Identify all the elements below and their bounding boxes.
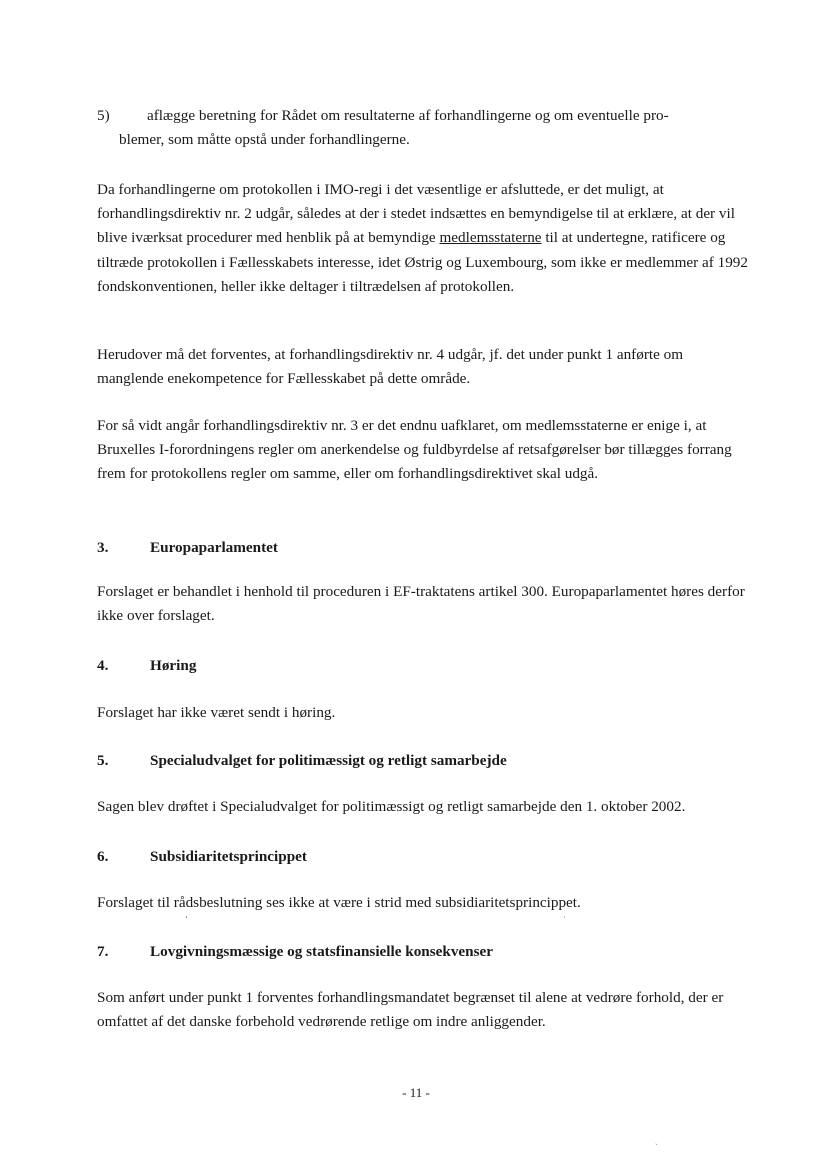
list-item-number: 5) <box>97 107 110 124</box>
section-heading-5 <box>97 749 749 773</box>
section-title: Subsidiaritetsprincippet <box>150 848 307 865</box>
section-heading-7 <box>97 940 749 964</box>
scan-speck: ˏ <box>655 1136 658 1145</box>
section-heading-4 <box>97 654 749 678</box>
list-item-5 <box>97 104 749 152</box>
paragraph-negotiations <box>97 178 749 299</box>
paragraph-negotiations-before: Da forhandlingerne om protokollen i IMO-regi i det væsentlige er afsluttede, er det muligt, at forhandlingsdirektiv nr. 2 udgår, således at der i stedet indsættes en bemyndigelse til at erklære, at der vil blive iværksat procedurer med henblik på at bemyndige <box>97 181 735 247</box>
section-title: Lovgivningsmæssige og statsfinansielle konsekvenser <box>150 943 494 960</box>
section-heading-3 <box>97 536 749 560</box>
list-item-line-1: aflægge beretning for Rådet om resultaterne af forhandlingerne og om eventuelle pro- <box>147 107 669 124</box>
section-number: 6. <box>97 848 109 865</box>
scan-speck: · <box>563 913 566 922</box>
list-item-line-2: blemer, som måtte opstå under forhandlingerne. <box>119 131 410 149</box>
section-text-5: Sagen blev drøftet i Specialudvalget for politimæssigt og retligt samarbejde den 1. oktober 2002. <box>97 798 686 815</box>
section-number: 3. <box>97 539 109 556</box>
section-heading-6 <box>97 845 749 869</box>
section-text-4: Forslaget har ikke været sendt i høring. <box>97 704 336 721</box>
paragraph-directive-4: Herudover må det forventes, at forhandlingsdirektiv nr. 4 udgår, jf. det under punkt 1 anførte om manglende enekompetence for Fællesskabet på dette område. <box>97 346 684 388</box>
section-number: 7. <box>97 943 109 960</box>
page-number: - 11 - <box>402 1085 430 1100</box>
section-title: Specialudvalget for politimæssigt og retligt samarbejde <box>150 752 507 769</box>
section-text-7: Som anført under punkt 1 forventes forhandlingsmandatet begrænset til alene at vedrøre forhold, der er omfattet af det danske forbehold vedrørende retlige om indre anliggender. <box>97 989 724 1031</box>
scan-speck: ، <box>185 911 188 920</box>
section-text-3: Forslaget er behandlet i henhold til proceduren i EF-traktatens artikel 300. Europaparlamentet høres derfor ikke over forslaget. <box>97 583 745 625</box>
section-number: 4. <box>97 657 109 674</box>
section-number: 5. <box>97 752 109 769</box>
section-title: Europaparlamentet <box>150 539 278 556</box>
paragraph-directive-3: For så vidt angår forhandlingsdirektiv nr. 3 er det endnu uafklaret, om medlemsstaterne er enige i, at Bruxelles I-forordningens regler om anerkendelse og fuldbyrdelse af retsafgørelser bør tillægges forrang frem for protokollens regler om samme, eller om forhandlingsdirektivet skal udgå. <box>97 417 732 483</box>
underlined-term: medlemsstaterne <box>439 229 542 247</box>
section-text-6: Forslaget til rådsbeslutning ses ikke at være i strid med subsidiaritetsprincippet. <box>97 894 581 911</box>
paragraph-negotiations-after: til at undertegne, ratificere og tiltræde protokollen i Fællesskabets interesse, idet Østrig og Luxembourg, som ikke er medlemmer af 1992 fondskonventionen, heller ikke deltager i tiltrædelsen af protokollen. <box>97 229 748 295</box>
section-title: Høring <box>150 657 197 674</box>
